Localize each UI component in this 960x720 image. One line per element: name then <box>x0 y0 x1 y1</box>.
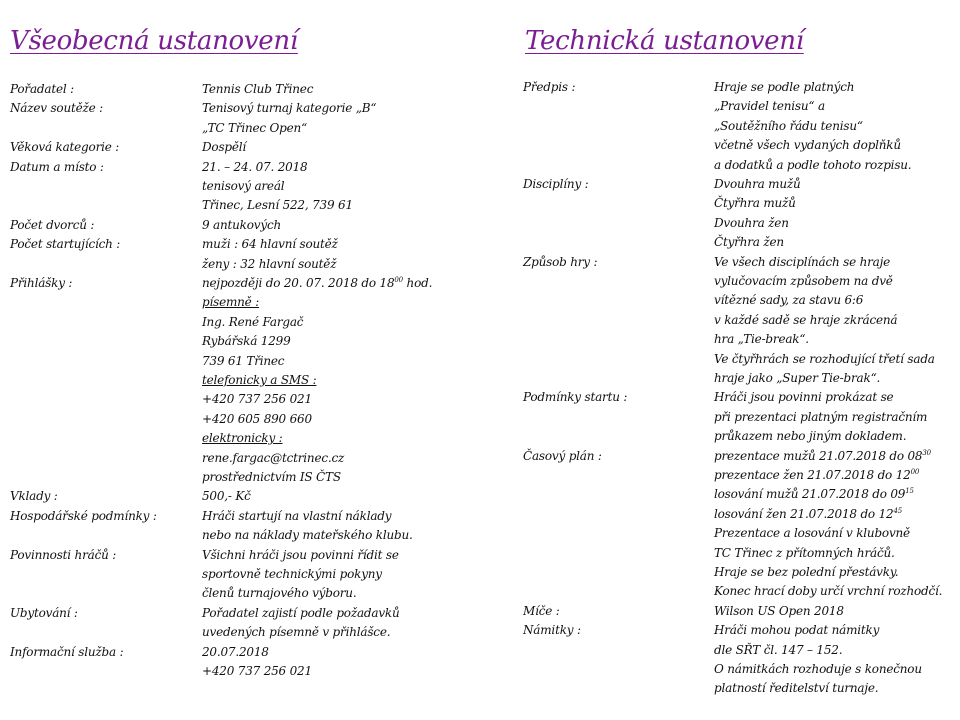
field-value: Ing. René Fargač <box>202 314 304 329</box>
field-value: muži : 64 hlavní soutěž <box>202 237 338 252</box>
field-value: Pořadatel zajistí podle požadavků <box>202 605 400 620</box>
field-label: Časový plán : <box>523 448 602 463</box>
field-value: Hráči jsou povinni prokázat se <box>714 390 894 405</box>
field-value-text: nejpozději do 20. 07. 2018 do 18 <box>202 276 395 290</box>
field-value: průkazem nebo jiným dokladem. <box>714 429 907 444</box>
field-value-text: písemně : <box>202 295 260 310</box>
field-value <box>714 466 919 485</box>
field-value: Ve čtyřhrách se rozhodující třetí sada <box>714 351 935 366</box>
technical-provisions-heading: Technická ustanovení <box>525 26 804 56</box>
field-value: Prezentace a losování v klubovně <box>714 526 910 541</box>
field-label: Míče : <box>523 603 560 618</box>
time-minutes-superscript: 30 <box>922 448 931 457</box>
field-value: +420 737 256 021 <box>202 664 312 678</box>
field-label: Název soutěže : <box>10 101 103 116</box>
field-label: Způsob hry : <box>523 254 598 269</box>
field-value: 739 61 Třinec <box>202 353 285 368</box>
field-value: 21. – 24. 07. 2018 <box>202 159 308 174</box>
field-value: rene.fargac@tctrinec.cz <box>202 450 345 465</box>
field-value: Dospělí <box>202 140 247 155</box>
field-value: Ve všech disciplínách se hraje <box>714 254 891 269</box>
field-value <box>714 505 902 524</box>
time-minutes-superscript: 15 <box>905 487 914 496</box>
field-value-text: prezentace mužů 21.07.2018 do 08 <box>714 448 923 463</box>
field-value: hraje jako „Super Tie-brak“. <box>714 371 881 385</box>
field-value-suffix: hod. <box>402 276 433 290</box>
field-label: Disciplíny : <box>523 177 589 191</box>
field-value: členů turnajového výboru. <box>202 586 357 601</box>
field-value-text: losování žen 21.07.2018 do 12 <box>714 506 894 521</box>
field-value: včetně všech vydaných doplňků <box>714 138 901 153</box>
field-value: 500,- Kč <box>202 489 251 504</box>
field-value: platností ředitelství turnaje. <box>714 681 879 696</box>
field-label: Podmínky startu : <box>523 390 628 405</box>
field-value: a dodatků a podle tohoto rozpisu. <box>714 157 912 172</box>
field-label: Informační služba : <box>10 644 124 659</box>
field-value <box>202 293 259 312</box>
time-minutes-superscript: 00 <box>910 468 920 476</box>
field-value: Třinec, Lesní 522, 739 61 <box>202 198 353 213</box>
time-minutes-superscript: 45 <box>893 506 902 515</box>
field-value: při prezentaci platným registračním <box>714 409 928 424</box>
field-value: TC Třinec z přítomných hráčů. <box>714 545 895 560</box>
field-value: 20.07.2018 <box>202 644 269 659</box>
field-label: Námitky : <box>523 623 581 638</box>
field-value: 9 antukových <box>202 217 281 232</box>
field-label: Datum a místo : <box>10 159 104 174</box>
field-label: Vklady : <box>10 489 58 504</box>
field-value: „TC Třinec Open“ <box>202 120 308 135</box>
field-label: Počet startujících : <box>10 237 121 252</box>
field-value <box>202 429 283 448</box>
field-value <box>202 371 316 390</box>
field-value: Tenisový turnaj kategorie „B“ <box>202 101 377 116</box>
field-value: Hráči startují na vlastní náklady <box>202 508 392 523</box>
field-label: Ubytování : <box>10 605 78 620</box>
time-minutes-superscript: 00 <box>394 276 403 284</box>
field-value-text: elektronicky : <box>202 431 283 446</box>
field-value: Tennis Club Třinec <box>202 82 314 96</box>
field-value: Čtyřhra žen <box>714 235 784 250</box>
field-value: vylučovacím způsobem na dvě <box>714 274 893 288</box>
field-value-text: telefonicky a SMS : <box>202 373 317 387</box>
field-value: sportovně technickými pokyny <box>202 567 382 581</box>
field-value: Wilson US Open 2018 <box>714 603 844 618</box>
field-label: Počet dvorců : <box>10 217 95 232</box>
field-value: Dvouhra žen <box>714 215 789 230</box>
field-label: Předpis : <box>523 80 576 94</box>
field-value: „Pravidel tenisu“ a <box>714 99 825 114</box>
field-value-text: prezentace žen 21.07.2018 do 12 <box>714 468 911 482</box>
field-value: nebo na náklady mateřského klubu. <box>202 528 413 543</box>
field-value: dle SŘT čl. 147 – 152. <box>714 642 843 657</box>
field-label: Hospodářské podmínky : <box>10 508 157 523</box>
field-label: Pořadatel : <box>10 82 74 96</box>
field-value: ženy : 32 hlavní soutěž <box>202 256 337 271</box>
field-value: Čtyřhra mužů <box>714 196 796 211</box>
field-value: Hráči mohou podat námitky <box>714 623 880 638</box>
field-value: O námitkách rozhoduje s konečnou <box>714 662 922 676</box>
field-value: „Soutěžního řádu tenisu“ <box>714 118 863 133</box>
field-value-text: losování mužů 21.07.2018 do 09 <box>714 487 906 502</box>
field-value: Hraje se podle platných <box>714 80 855 94</box>
field-value <box>714 447 931 466</box>
field-value: vítězné sady, za stavu 6:6 <box>714 293 864 308</box>
field-label: Povinnosti hráčů : <box>10 547 117 562</box>
field-value: uvedených písemně v přihlášce. <box>202 625 391 640</box>
field-value: +420 605 890 660 <box>202 411 312 426</box>
field-label: Přihlášky : <box>10 276 73 290</box>
field-label: Věková kategorie : <box>10 140 120 155</box>
field-value: tenisový areál <box>202 179 285 193</box>
field-value: Dvouhra mužů <box>714 177 801 191</box>
field-value: prostřednictvím IS ČTS <box>202 470 341 484</box>
field-value <box>714 485 914 504</box>
field-value: hra „Tie-break“. <box>714 332 809 347</box>
field-value: Konec hrací doby určí vrchní rozhodčí. <box>714 584 943 599</box>
field-value: Všichni hráči jsou povinni řídit se <box>202 547 399 562</box>
field-value: Hraje se bez polední přestávky. <box>714 565 899 579</box>
field-value: v každé sadě se hraje zkrácená <box>714 312 898 327</box>
field-value: Rybářská 1299 <box>202 334 291 349</box>
general-provisions-heading: Všeobecná ustanovení <box>10 26 298 56</box>
field-value <box>202 274 432 293</box>
field-value: +420 737 256 021 <box>202 392 312 407</box>
